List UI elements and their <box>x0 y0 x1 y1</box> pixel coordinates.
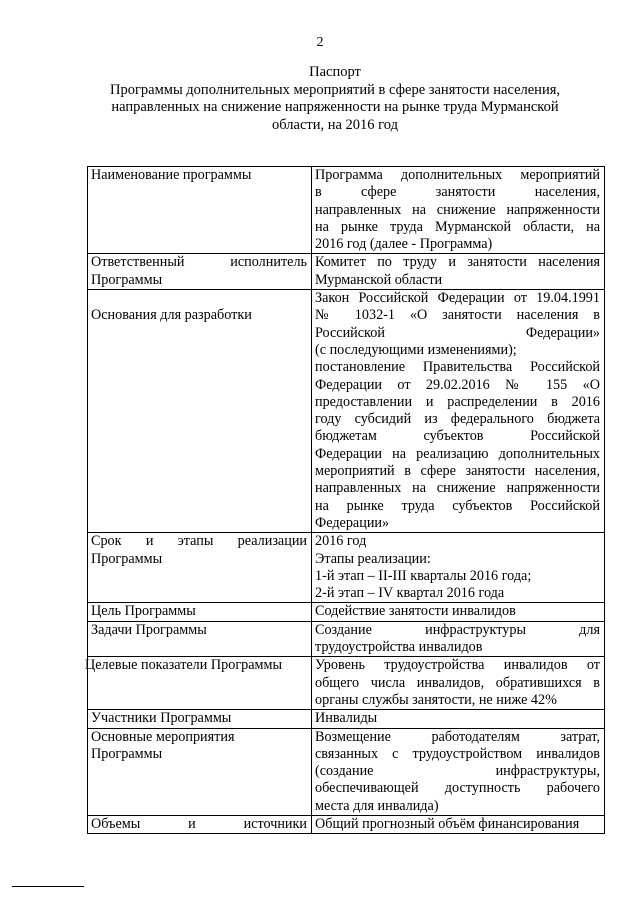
label-line: Основные мероприятия <box>91 728 235 745</box>
value-line: 1-й этап – II-III кварталы 2016 года; <box>315 567 532 584</box>
row-value <box>312 603 605 621</box>
label-line: Задачи Программы <box>91 621 207 638</box>
value-line: Программа дополнительных мероприятий <box>315 167 600 183</box>
passport-title <box>80 64 590 134</box>
label-line: Объемы и источники <box>91 815 307 832</box>
value-line: Федерации от 29.02.2016 № 155 «О <box>315 376 600 393</box>
value-line: бюджетам субъектов Российской <box>315 428 600 445</box>
value-line: (с последующими изменениями); <box>315 341 517 358</box>
row-value <box>312 710 605 728</box>
row-value <box>312 533 605 603</box>
value-line: № 1032-1 «О занятости населения в <box>315 307 600 324</box>
label-line: Программы <box>91 271 163 288</box>
title-line-2: направленных на снижение напряженности на рынке труда Мурманской <box>111 99 559 115</box>
label-line: Наименование программы <box>91 167 252 183</box>
value-line: Инвалиды <box>315 710 378 727</box>
row-value <box>312 728 605 815</box>
value-line: на рынке труда субъектов Российской <box>315 497 600 514</box>
label-line: Программы <box>91 745 163 762</box>
table-row <box>88 167 605 254</box>
value-line: трудоустройства инвалидов <box>315 639 483 656</box>
value-line: Общий прогнозный объём финансирования <box>315 815 580 832</box>
value-line: направленных на снижение напряженности <box>315 480 600 497</box>
table-row <box>88 621 605 657</box>
value-line: общего числа инвалидов, обратившихся в <box>315 674 600 691</box>
value-line: связанных с трудоустройством инвалидов <box>315 745 600 762</box>
row-value <box>312 657 605 710</box>
row-label <box>88 290 312 533</box>
page-number: 2 <box>316 35 324 50</box>
value-line: Комитет по труду и занятости населения <box>315 254 600 271</box>
value-line: в сфере занятости населения, <box>315 184 600 201</box>
label-line: Целевые показатели Программы <box>85 657 283 674</box>
row-value <box>312 621 605 657</box>
value-line: 2016 год <box>315 533 367 550</box>
row-value <box>312 815 605 833</box>
row-label <box>88 815 312 833</box>
title-line-1: Программы дополнительных мероприятий в сфере занятости населения, <box>109 81 561 98</box>
table-row <box>88 728 605 815</box>
row-label <box>88 621 312 657</box>
row-label <box>85 657 312 710</box>
label-line: Участники Программы <box>91 710 232 727</box>
value-line: направленных на снижение напряженности <box>315 201 600 218</box>
table-row <box>88 533 605 603</box>
row-label <box>88 603 312 621</box>
value-line: Содействие занятости инвалидов <box>315 603 516 620</box>
row-label <box>88 254 312 290</box>
label-line <box>91 290 307 307</box>
table-row <box>88 254 605 290</box>
table-row <box>88 815 605 833</box>
value-line: Российской Федерации» <box>315 324 600 341</box>
value-line: Мурманской области <box>315 271 443 288</box>
value-line: Федерации» <box>315 514 390 531</box>
value-line: мероприятий в сфере занятости населения, <box>315 463 600 480</box>
table-row <box>88 710 605 728</box>
row-value <box>312 167 605 254</box>
value-line: на рынке труда Мурманской области, на <box>315 218 600 235</box>
value-line: обеспечивающей доступность рабочего <box>315 780 600 797</box>
value-line: Закон Российской Федерации от 19.04.1991 <box>315 290 600 307</box>
value-line: 2-й этап – IV квартал 2016 года <box>315 585 505 602</box>
value-line: (создание инфраструктуры, <box>315 763 600 780</box>
value-line: году субсидий из федерального бюджета <box>315 411 600 428</box>
value-line: Создание инфраструктуры для <box>315 621 600 638</box>
row-label <box>88 167 312 254</box>
label-line: Цель Программы <box>91 603 196 620</box>
table-row <box>88 603 605 621</box>
label-line: Ответственный исполнитель <box>91 254 307 271</box>
value-line: 2016 год (далее - Программа) <box>315 236 493 253</box>
value-line: места для инвалида) <box>315 797 439 814</box>
title-line-3: области, на 2016 год <box>272 116 398 133</box>
footer-separator <box>12 886 84 887</box>
label-line: Программы <box>91 550 163 567</box>
row-label <box>88 728 312 815</box>
table-row <box>88 657 605 710</box>
row-label <box>88 533 312 603</box>
value-line: Федерации на реализацию дополнительных <box>315 445 600 462</box>
table-row <box>88 290 605 533</box>
value-line: постановление Правительства Российской <box>315 359 600 376</box>
label-line: Основания для разработки <box>91 307 252 324</box>
row-value <box>312 254 605 290</box>
row-label <box>88 710 312 728</box>
value-line: Уровень трудоустройства инвалидов от <box>315 657 600 674</box>
label-line: Срок и этапы реализации <box>91 533 307 550</box>
value-line: Этапы реализации: <box>315 550 431 567</box>
passport-table <box>87 166 605 834</box>
title-heading: Паспорт <box>309 64 361 80</box>
value-line: Возмещение работодателям затрат, <box>315 728 600 745</box>
value-line: предоставлении и распределении в 2016 <box>315 393 600 410</box>
row-value <box>312 290 605 533</box>
value-line: органы службы занятости, не ниже 42% <box>315 691 557 708</box>
